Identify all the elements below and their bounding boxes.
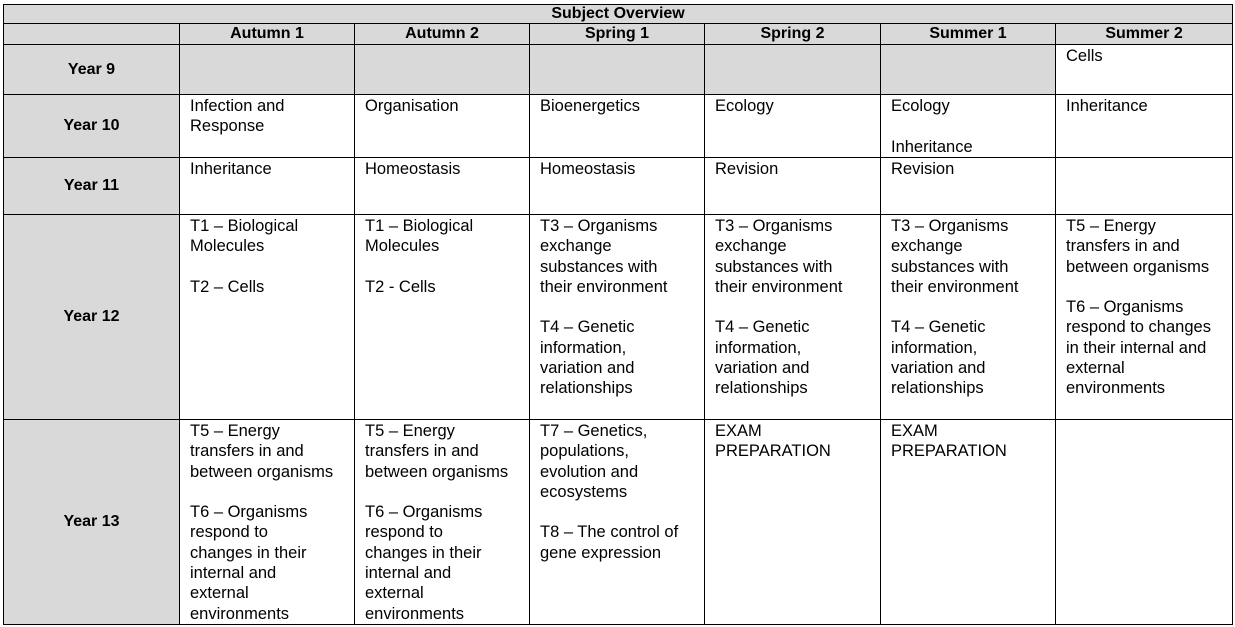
cell-year-9-autumn-2 — [355, 45, 530, 95]
row-label-year-12: Year 12 — [4, 215, 180, 420]
cell-year-12-summer-1: T3 – Organisms exchange substances with their environment T4 – Genetic information, variation and relationships — [881, 215, 1056, 420]
cell-year-10-spring-1: Bioenergetics — [530, 95, 705, 158]
cell-year-13-autumn-1: T5 – Energy transfers in and between organisms T6 – Organisms respond to changes in their internal and external environments — [180, 420, 355, 625]
table-title: Subject Overview — [4, 5, 1233, 24]
subject-overview-table — [3, 4, 1233, 625]
column-header-autumn-1: Autumn 1 — [180, 24, 355, 45]
cell-year-10-spring-2: Ecology — [705, 95, 881, 158]
cell-year-9-summer-1 — [881, 45, 1056, 95]
cell-year-13-summer-1: EXAM PREPARATION — [881, 420, 1056, 625]
cell-year-10-autumn-2: Organisation — [355, 95, 530, 158]
cell-year-9-autumn-1 — [180, 45, 355, 95]
cell-year-9-spring-1 — [530, 45, 705, 95]
table-row-year-12 — [4, 215, 1233, 420]
cell-year-10-summer-1: Ecology Inheritance — [881, 95, 1056, 158]
cell-year-13-summer-2 — [1056, 420, 1233, 625]
row-label-year-13: Year 13 — [4, 420, 180, 625]
table-row-year-11 — [4, 158, 1233, 215]
cell-year-12-autumn-1: T1 – Biological Molecules T2 – Cells — [180, 215, 355, 420]
title-row — [4, 5, 1233, 24]
row-label-year-9: Year 9 — [4, 45, 180, 95]
header-row — [4, 24, 1233, 45]
table-row-year-10 — [4, 95, 1233, 158]
cell-year-9-summer-2: Cells — [1056, 45, 1233, 95]
column-header-spring-2: Spring 2 — [705, 24, 881, 45]
cell-year-10-autumn-1: Infection and Response — [180, 95, 355, 158]
corner-cell — [4, 24, 180, 45]
cell-year-11-spring-2: Revision — [705, 158, 881, 215]
column-header-summer-2: Summer 2 — [1056, 24, 1233, 45]
cell-year-13-spring-2: EXAM PREPARATION — [705, 420, 881, 625]
cell-year-11-summer-1: Revision — [881, 158, 1056, 215]
table-row-year-9 — [4, 45, 1233, 95]
row-label-year-10: Year 10 — [4, 95, 180, 158]
cell-year-11-spring-1: Homeostasis — [530, 158, 705, 215]
cell-year-12-summer-2: T5 – Energy transfers in and between organisms T6 – Organisms respond to changes in their internal and external environments — [1056, 215, 1233, 420]
cell-year-11-autumn-2: Homeostasis — [355, 158, 530, 215]
column-header-summer-1: Summer 1 — [881, 24, 1056, 45]
row-label-year-11: Year 11 — [4, 158, 180, 215]
column-header-spring-1: Spring 1 — [530, 24, 705, 45]
table-row-year-13 — [4, 420, 1233, 625]
cell-year-12-spring-2: T3 – Organisms exchange substances with their environment T4 – Genetic information, variation and relationships — [705, 215, 881, 420]
cell-year-13-autumn-2: T5 – Energy transfers in and between organisms T6 – Organisms respond to changes in their internal and external environments — [355, 420, 530, 625]
cell-year-13-spring-1: T7 – Genetics, populations, evolution and ecosystems T8 – The control of gene expression — [530, 420, 705, 625]
cell-year-10-summer-2: Inheritance — [1056, 95, 1233, 158]
cell-year-11-autumn-1: Inheritance — [180, 158, 355, 215]
cell-year-12-autumn-2: T1 – Biological Molecules T2 - Cells — [355, 215, 530, 420]
column-header-autumn-2: Autumn 2 — [355, 24, 530, 45]
cell-year-11-summer-2 — [1056, 158, 1233, 215]
cell-year-9-spring-2 — [705, 45, 881, 95]
cell-year-12-spring-1: T3 – Organisms exchange substances with their environment T4 – Genetic information, variation and relationships — [530, 215, 705, 420]
